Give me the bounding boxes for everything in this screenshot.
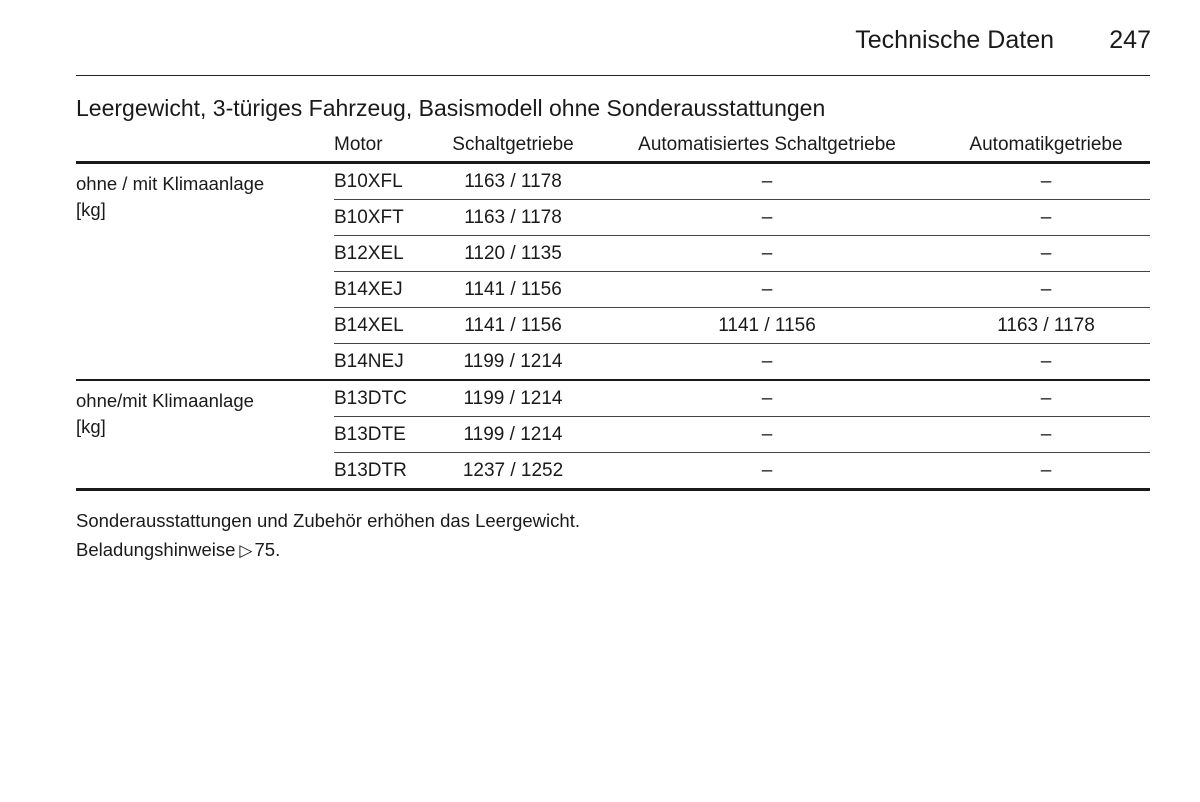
automatikgetriebe-cell: –: [942, 417, 1150, 453]
motor-cell: B14NEJ: [334, 344, 434, 381]
table-row: [76, 163, 1150, 200]
footnote-loading-text: Beladungshinweise: [76, 539, 236, 560]
schaltgetriebe-cell: 1199 / 1214: [434, 380, 592, 417]
column-header-automatikgetriebe: Automatikgetriebe: [942, 128, 1150, 163]
automatikgetriebe-cell: –: [942, 380, 1150, 417]
automatisiertes-schaltgetriebe-cell: –: [592, 380, 942, 417]
group-label-petrol: [76, 163, 334, 381]
footnote-accessories: Sonderausstattungen und Zubehör erhöhen das Leergewicht.: [76, 510, 580, 531]
automatisiertes-schaltgetriebe-cell: 1141 / 1156: [592, 308, 942, 344]
automatikgetriebe-cell: –: [942, 236, 1150, 272]
automatisiertes-schaltgetriebe-cell: –: [592, 453, 942, 490]
automatisiertes-schaltgetriebe-cell: –: [592, 272, 942, 308]
automatisiertes-schaltgetriebe-cell: –: [592, 417, 942, 453]
group-label-text: ohne / mit Klimaanlage: [76, 173, 265, 194]
header-empty-cell: [76, 128, 334, 163]
header-divider: [76, 75, 1150, 76]
motor-cell: B13DTE: [334, 417, 434, 453]
automatikgetriebe-cell: –: [942, 163, 1150, 200]
automatikgetriebe-cell: 1163 / 1178: [942, 308, 1150, 344]
column-header-motor: Motor: [334, 128, 434, 163]
motor-cell: B14XEL: [334, 308, 434, 344]
group-label-diesel: [76, 380, 334, 490]
schaltgetriebe-cell: 1237 / 1252: [434, 453, 592, 490]
table-header-row: [76, 128, 1150, 163]
page-number: 247: [1109, 26, 1151, 54]
section-title: Leergewicht, 3-türiges Fahrzeug, Basismodell ohne Sonderausstattungen: [76, 95, 826, 121]
schaltgetriebe-cell: 1141 / 1156: [434, 272, 592, 308]
schaltgetriebe-cell: 1141 / 1156: [434, 308, 592, 344]
schaltgetriebe-cell: 1199 / 1214: [434, 417, 592, 453]
automatisiertes-schaltgetriebe-cell: –: [592, 236, 942, 272]
motor-cell: B12XEL: [334, 236, 434, 272]
group-unit-text: [kg]: [76, 416, 106, 437]
automatisiertes-schaltgetriebe-cell: –: [592, 163, 942, 200]
reference-arrow-icon: ▷: [239, 541, 253, 560]
motor-cell: B10XFT: [334, 200, 434, 236]
motor-cell: B13DTC: [334, 380, 434, 417]
page-header: [0, 24, 1151, 56]
page-header-title: Technische Daten: [855, 26, 1054, 54]
motor-cell: B14XEJ: [334, 272, 434, 308]
automatisiertes-schaltgetriebe-cell: –: [592, 344, 942, 381]
footnote-loading-reference: [76, 537, 280, 564]
automatikgetriebe-cell: –: [942, 200, 1150, 236]
column-header-automatisiertes-schaltgetriebe: Automatisiertes Schaltgetriebe: [592, 128, 942, 163]
automatikgetriebe-cell: –: [942, 272, 1150, 308]
schaltgetriebe-cell: 1163 / 1178: [434, 200, 592, 236]
schaltgetriebe-cell: 1120 / 1135: [434, 236, 592, 272]
curb-weight-table: [76, 128, 1150, 491]
automatisiertes-schaltgetriebe-cell: –: [592, 200, 942, 236]
automatikgetriebe-cell: –: [942, 344, 1150, 381]
footnote-page-link[interactable]: 75.: [254, 539, 281, 560]
column-header-schaltgetriebe: Schaltgetriebe: [434, 128, 592, 163]
motor-cell: B13DTR: [334, 453, 434, 490]
table-row: [76, 380, 1150, 417]
group-unit-text: [kg]: [76, 199, 106, 220]
schaltgetriebe-cell: 1163 / 1178: [434, 163, 592, 200]
group-label-text: ohne/mit Klimaanlage: [76, 390, 254, 411]
automatikgetriebe-cell: –: [942, 453, 1150, 490]
schaltgetriebe-cell: 1199 / 1214: [434, 344, 592, 381]
motor-cell: B10XFL: [334, 163, 434, 200]
